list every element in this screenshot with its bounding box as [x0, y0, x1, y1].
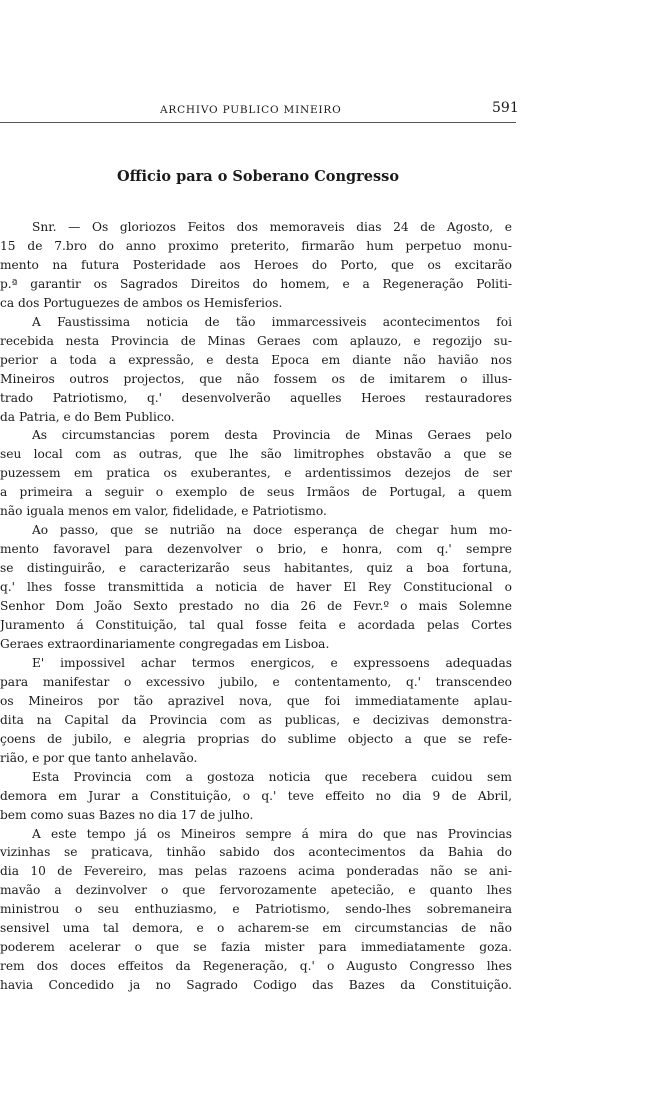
text-line: 15 de 7.bro do anno proximo preterito, firmarão hum perpetuo monu-	[0, 238, 512, 253]
text-line: Snr. — Os gloriozos Feitos dos memoraveis dias 24 de Agosto, e	[32, 220, 512, 234]
text-line: q.' lhes fosse transmittida a noticia de haver El Rey Constitucional o	[0, 580, 512, 595]
text-line: E' impossivel achar termos energicos, e expressoens adequadas	[32, 655, 512, 670]
text-line: havia Concedido ja no Sagrado Codigo das Bazes da Constituição.	[0, 978, 512, 993]
text-line: ministrou o seu enthuziasmo, e Patriotismo, sendo-lhes sobremaneira	[0, 902, 512, 917]
text-line: vizinhas se praticava, tinhão sabido dos acontecimentos da Bahia do	[0, 845, 512, 860]
text-line: çoens de jubilo, e alegria proprias do sublime objecto a que se refe-	[0, 731, 512, 746]
text-line: não iguala menos em valor, fidelidade, e Patriotismo.	[0, 504, 327, 519]
document-body	[0, 218, 512, 995]
text-line: se distinguirão, e caracterizarão seus habitantes, quiz a boa fortuna,	[0, 561, 512, 576]
text-line: perior a toda a expressão, e desta Epoca em diante não havião nos	[0, 352, 512, 367]
text-line: os Mineiros por tão aprazivel nova, que foi immediatamente aplau-	[0, 693, 512, 708]
text-line: trado Patriotismo, q.' desenvolverão aquelles Heroes restauradores	[0, 390, 512, 405]
text-line: bem como suas Bazes no dia 17 de julho.	[0, 807, 254, 822]
document-title: Officio para o Soberano Congresso	[117, 168, 399, 185]
text-line: para manifestar o excessivo jubilo, e contentamento, q.' transcendeo	[0, 674, 512, 689]
text-line: a primeira a seguir o exemplo de seus Irmãos de Portugal, a quem	[0, 485, 512, 500]
text-line: recebida nesta Provincia de Minas Geraes com aplauzo, e regozijo su-	[0, 333, 512, 348]
running-head: ARCHIVO PUBLICO MINEIRO	[160, 104, 342, 116]
text-line: Mineiros outros projectos, que não fossem os de imitarem o illus-	[0, 371, 512, 386]
text-line: Esta Provincia com a gostoza noticia que recebera cuidou sem	[32, 769, 512, 784]
text-line: mento na futura Posteridade aos Heroes do Porto, que os excitarão	[0, 257, 512, 272]
text-line: Geraes extraordinariamente congregadas em Lisboa.	[0, 636, 330, 651]
text-line: Senhor Dom João Sexto prestado no dia 26 de Fevr.º o mais Solemne	[0, 599, 512, 614]
text-line: poderem acelerar o que se fazia mister para immediatamente goza.	[0, 940, 512, 955]
text-line: As circumstancias porem desta Provincia de Minas Geraes pelo	[32, 428, 512, 443]
text-line: dita na Capital da Provincia com as publicas, e decizivas demonstra-	[0, 712, 512, 727]
text-line: A Faustissima noticia de tão immarcessiveis acontecimentos foi	[32, 314, 512, 329]
text-line: p.ª garantir os Sagrados Direitos do homem, e a Regeneração Politi-	[0, 276, 512, 291]
text-line: Ao passo, que se nutrião na doce esperança de chegar hum mo-	[32, 523, 512, 538]
text-line: puzessem em pratica os exuberantes, e ardentissimos dezejos de ser	[0, 466, 512, 481]
text-line: demora em Jurar a Constituição, o q.' teve effeito no dia 9 de Abril,	[0, 788, 512, 803]
text-line: A este tempo já os Mineiros sempre á mira do que nas Provincias	[32, 826, 512, 841]
page-header	[0, 100, 656, 122]
text-line: dia 10 de Fevereiro, mas pelas razoens acima ponderadas não se ani-	[0, 864, 512, 879]
text-line: mavão a dezinvolver o que fervorozamente apetecião, e quanto lhes	[0, 883, 512, 898]
text-line: rem dos doces effeitos da Regeneração, q.' o Augusto Congresso lhes	[0, 959, 512, 974]
text-line: rião, e por que tanto anhelavão.	[0, 750, 198, 765]
text-line: mento favoravel para dezenvolver o brio, e honra, com q.' sempre	[0, 542, 512, 557]
text-line: ca dos Portuguezes de ambos os Hemisferios.	[0, 295, 283, 310]
header-rule	[0, 122, 516, 123]
page-number: 591	[492, 100, 519, 116]
text-line: seu local com as outras, que lhe são limitrophes obstavão a que se	[0, 447, 512, 462]
text-line: da Patria, e do Bem Publico.	[0, 409, 175, 424]
text-line: sensivel uma tal demora, e o acharem-se em circumstancias de não	[0, 921, 512, 936]
text-line: Juramento á Constituição, tal qual fosse feita e acordada pelas Cortes	[0, 618, 512, 633]
